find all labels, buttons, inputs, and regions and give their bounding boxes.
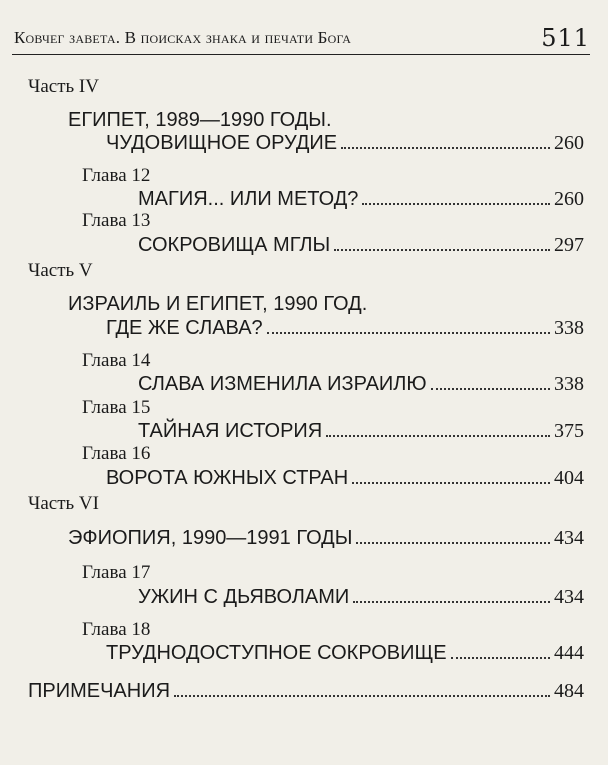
dot-leader [267,332,550,334]
dot-leader [341,147,550,149]
page-ref: 338 [554,373,584,395]
chapter-12-label: Глава 12 [82,165,151,186]
chapter-14-label: Глава 14 [82,350,151,371]
toc-entry-part-5[interactable] [106,315,584,341]
page-ref: 404 [554,467,584,489]
page-ref: 260 [554,188,584,210]
chapter-18-title: ТРУДНОДОСТУПНОЕ СОКРОВИЩЕ [106,642,447,664]
dot-leader [326,435,550,437]
page-ref: 297 [554,234,584,256]
chapter-17-title: УЖИН С ДЬЯВОЛАМИ [138,586,350,608]
chapter-13-title: СОКРОВИЩА МГЛЫ [138,234,331,256]
part-5-title-line2: ГДЕ ЖЕ СЛАВА? [106,317,263,339]
toc-entry-chapter-18[interactable] [106,640,584,666]
page-ref: 375 [554,420,584,442]
page-ref: 260 [554,132,584,154]
toc-entry-chapter-15[interactable] [138,418,584,444]
dot-leader [362,203,550,205]
part-5-label: Часть V [28,260,93,281]
chapter-17-label: Глава 17 [82,562,151,583]
page-number: 511 [541,24,590,52]
chapter-16-title: ВОРОТА ЮЖНЫХ СТРАН [106,467,349,489]
toc-entry-part-4[interactable] [106,130,584,156]
dot-leader [334,249,550,251]
toc-entry-chapter-17[interactable] [138,584,584,610]
chapter-15-title: ТАЙНАЯ ИСТОРИЯ [138,420,323,442]
chapter-18-label: Глава 18 [82,619,151,640]
page-header [12,26,590,55]
page-ref: 338 [554,317,584,339]
chapter-16-label: Глава 16 [82,443,151,464]
chapter-15-label: Глава 15 [82,397,151,418]
part-5-title-line1: ИЗРАИЛЬ И ЕГИПЕТ, 1990 ГОД. [68,293,368,315]
toc-entry-chapter-12[interactable] [138,186,584,212]
toc-entry-chapter-14[interactable] [138,371,584,397]
dot-leader [451,657,550,659]
dot-leader [174,695,550,697]
running-head: Ковчег завета. В поисках знака и печати Бога [14,28,352,47]
part-4-label: Часть IV [28,76,99,97]
dot-leader [353,601,550,603]
toc-entry-chapter-16[interactable] [106,465,584,491]
dot-leader [352,482,550,484]
part-4-title-line1: ЕГИПЕТ, 1989—1990 ГОДЫ. [68,109,332,131]
toc-entry-notes[interactable] [28,678,584,704]
toc-entry-part-6[interactable] [68,525,584,551]
page-ref: 434 [554,586,584,608]
page-ref: 444 [554,642,584,664]
part-6-label: Часть VI [28,493,99,514]
notes-title: ПРИМЕЧАНИЯ [28,680,171,702]
chapter-13-label: Глава 13 [82,210,151,231]
part-6-title: ЭФИОПИЯ, 1990—1991 ГОДЫ [68,527,353,549]
dot-leader [356,542,550,544]
chapter-14-title: СЛАВА ИЗМЕНИЛА ИЗРАИЛЮ [138,373,427,395]
part-4-title-line2: ЧУДОВИЩНОЕ ОРУДИЕ [106,132,338,154]
chapter-12-title: МАГИЯ... ИЛИ МЕТОД? [138,188,359,210]
dot-leader [431,388,550,390]
toc-entry-chapter-13[interactable] [138,232,584,258]
page-ref: 434 [554,527,584,549]
page-ref: 484 [554,680,584,702]
